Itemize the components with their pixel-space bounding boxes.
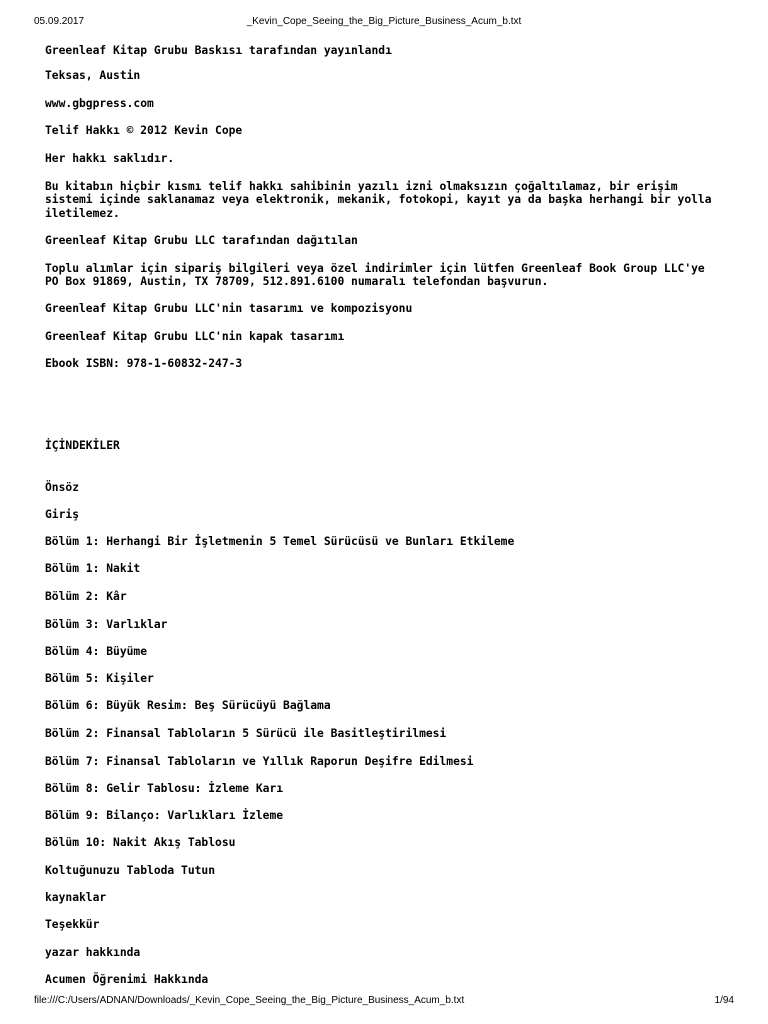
toc-item: Teşekkür — [45, 918, 100, 931]
notice-line: Bu kitabın hiçbir kısmı telif hakkı sahibinin yazılı izni olmaksızın çoğaltılamaz, bir erişim — [45, 180, 678, 193]
toc-item: Bölüm 1: Herhangi Bir İşletmenin 5 Temel Sürücüsü ve Bunları Etkileme — [45, 535, 515, 548]
toc-item: Bölüm 9: Bilanço: Varlıkları İzleme — [45, 809, 284, 822]
page-number: 1/94 — [714, 995, 734, 1006]
document-title: _Kevin_Cope_Seeing_the_Big_Picture_Business_Acum_b.txt — [246, 16, 522, 27]
print-footer — [0, 995, 768, 1009]
toc-item: Bölüm 10: Nakit Akış Tablosu — [45, 836, 236, 849]
bulk-order-line: Toplu alımlar için sipariş bilgileri veya özel indirimler için lütfen Greenleaf Book Group LLC'ye — [45, 262, 705, 275]
cover-line: Greenleaf Kitap Grubu LLC'nin kapak tasarımı — [45, 330, 345, 343]
print-header — [0, 16, 768, 30]
toc-item: Bölüm 4: Büyüme — [45, 645, 148, 658]
publisher-line: Greenleaf Kitap Grubu Baskısı tarafından yayınlandı — [45, 44, 392, 57]
copyright-line: Telif Hakkı © 2012 Kevin Cope — [45, 124, 243, 137]
isbn-line: Ebook ISBN: 978-1-60832-247-3 — [45, 357, 243, 370]
toc-item: Bölüm 8: Gelir Tablosu: İzleme Karı — [45, 782, 284, 795]
toc-item: Bölüm 5: Kişiler — [45, 672, 154, 685]
toc-item: Koltuğunuzu Tabloda Tutun — [45, 864, 216, 877]
website-line: www.gbgpress.com — [45, 97, 154, 110]
distribution-line: Greenleaf Kitap Grubu LLC tarafından dağıtılan — [45, 234, 358, 247]
notice-line: iletilemez. — [45, 207, 120, 220]
toc-item: Bölüm 3: Varlıklar — [45, 618, 168, 631]
toc-item: Önsöz — [45, 481, 80, 494]
notice-line: sistemi içinde saklanamaz veya elektronik, mekanik, fotokopi, kayıt ya da başka herhangi bir yolla — [45, 193, 712, 206]
design-line: Greenleaf Kitap Grubu LLC'nin tasarımı ve kompozisyonu — [45, 302, 413, 315]
toc-item: Bölüm 6: Büyük Resim: Beş Sürücüyü Bağlama — [45, 699, 331, 712]
toc-item: Bölüm 1: Nakit — [45, 562, 141, 575]
print-date: 05.09.2017 — [34, 16, 85, 27]
toc-item: Bölüm 7: Finansal Tabloların ve Yıllık Raporun Deşifre Edilmesi — [45, 755, 474, 768]
toc-item: Giriş — [45, 508, 80, 521]
rights-line: Her hakkı saklıdır. — [45, 152, 175, 165]
toc-item: kaynaklar — [45, 891, 107, 904]
city-line: Teksas, Austin — [45, 69, 141, 82]
toc-item: yazar hakkında — [45, 946, 141, 959]
toc-item: Bölüm 2: Kâr — [45, 590, 127, 603]
toc-item: Bölüm 2: Finansal Tabloların 5 Sürücü ile Basitleştirilmesi — [45, 727, 447, 740]
toc-heading: İÇİNDEKİLER — [45, 439, 120, 452]
file-path: file:///C:/Users/ADNAN/Downloads/_Kevin_Cope_Seeing_the_Big_Picture_Business_Acum_b.txt — [34, 995, 465, 1006]
toc-item: Acumen Öğrenimi Hakkında — [45, 973, 209, 986]
bulk-order-line: PO Box 91869, Austin, TX 78709, 512.891.6100 numaralı telefondan başvurun. — [45, 275, 549, 288]
